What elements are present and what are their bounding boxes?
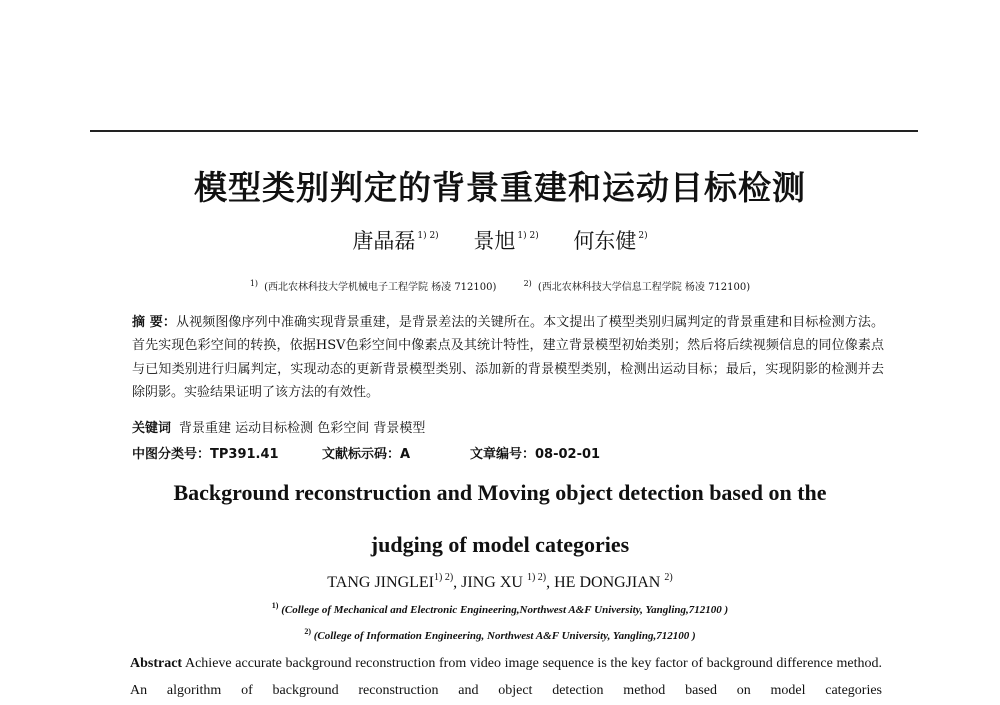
doc-code-value: A	[400, 447, 411, 462]
affiliation-text: (College of Information Engineering, Northwest A&F University, Yangling,712100 )	[313, 630, 696, 642]
english-title-line-1: Background reconstruction and Moving object detection based on the	[173, 480, 827, 505]
doc-code-field	[322, 443, 410, 462]
english-author-mark: 1) 2)	[434, 572, 454, 583]
article-no-value: 08-02-01	[535, 447, 601, 462]
chinese-affiliation	[523, 279, 751, 293]
english-affiliation-1	[0, 601, 1000, 616]
chinese-affiliation	[249, 279, 497, 293]
author-affiliation-mark: 1) 2)	[417, 231, 439, 241]
author-affiliation-mark: 2)	[638, 231, 648, 241]
author-name: 景旭	[473, 229, 516, 253]
english-author-name: TANG JINGLEI	[327, 574, 434, 591]
header-rule	[90, 130, 918, 132]
article-no-label: 文章编号：	[470, 447, 536, 462]
affiliation-text: (西北农林科技大学机械电子工程学院 杨凌 712100)	[264, 282, 497, 293]
english-abstract-text: Achieve accurate background reconstruction from video image sequence is the key factor of background difference method. An algorithm of background reconstruction and object detection method based on model categories	[130, 656, 882, 698]
affiliation-mark: 2)	[304, 627, 311, 636]
affiliation-text: (西北农林科技大学信息工程学院 杨凌 712100)	[537, 282, 751, 293]
keywords-text: 背景重建 运动目标检测 色彩空间 背景模型	[179, 421, 426, 436]
english-author-name: JING XU	[461, 574, 527, 591]
author-name: 何东健	[573, 229, 637, 253]
chinese-author	[352, 229, 438, 253]
chinese-title: 模型类别判定的背景重建和运动目标检测	[194, 168, 806, 207]
english-author-mark: 2)	[664, 572, 673, 583]
affiliation-mark: 1)	[271, 601, 279, 610]
keywords-label: 关键词	[132, 421, 172, 436]
chinese-authors	[0, 225, 1000, 255]
english-authors	[0, 572, 1000, 592]
english-abstract	[130, 650, 882, 704]
clc-value: TP391.41	[210, 447, 279, 462]
english-affiliation-2	[0, 627, 1000, 642]
chinese-keywords	[132, 417, 884, 436]
affiliation-mark: 1)	[249, 279, 259, 288]
author-name: 唐晶磊	[352, 229, 416, 253]
clc-field	[132, 443, 279, 462]
english-author-mark: 1) 2)	[526, 572, 547, 583]
affiliation-text: (College of Mechanical and Electronic Engineering,Northwest A&F University, Yangling,712100 )	[281, 604, 729, 616]
chinese-abstract-label: 摘 要：	[132, 315, 176, 330]
english-title-line-2: judging of model categories	[370, 532, 630, 557]
chinese-abstract-text: 从视频图像序列中准确实现背景重建，是背景差法的关键所在。本文提出了模型类别归属判定的背景重建和目标检测方法。首先实现色彩空间的转换，依据HSV色彩空间中像素点及其统计特性，建立背景模型初始类别；然后将后续视频信息的同位像素点与已知类别进行归属判定，实现动态的更新背景模型类别、添加新的背景模型类别，检测出运动目标；最后，实现阴影的检测并去除阴影。实验结果证明了该方法的有效性。	[132, 315, 884, 401]
english-author-name: HE DONGJIAN	[554, 574, 665, 591]
doc-code-label: 文献标示码：	[322, 447, 401, 462]
author-separator: ,	[453, 574, 462, 591]
article-no-field	[470, 443, 600, 462]
chinese-author	[573, 229, 647, 253]
chinese-affiliations	[0, 278, 1000, 293]
chinese-abstract	[132, 311, 884, 405]
english-abstract-label: Abstract	[130, 656, 183, 671]
clc-label: 中图分类号：	[132, 447, 211, 462]
affiliation-mark: 2)	[523, 279, 532, 288]
author-separator: ,	[546, 574, 555, 591]
chinese-author	[473, 229, 538, 253]
author-affiliation-mark: 1) 2)	[517, 231, 539, 241]
